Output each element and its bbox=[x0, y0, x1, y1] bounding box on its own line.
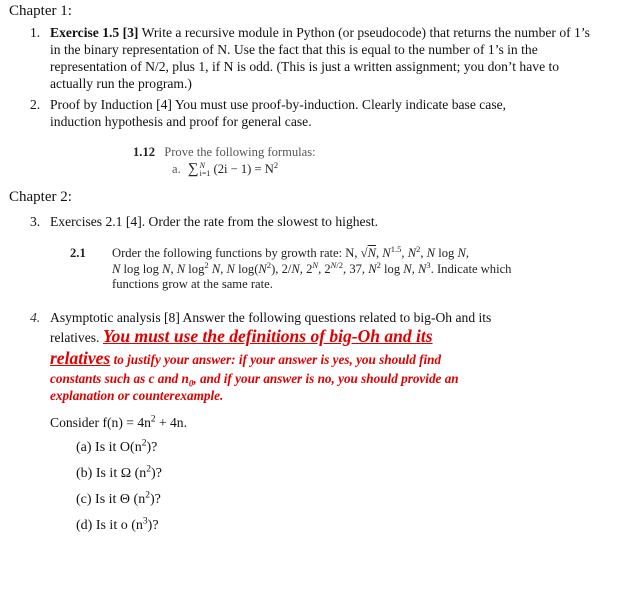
exercise-1-12-formula: a. ∑N i=1 $(2i - 1) = N^2$ bbox=[172, 159, 279, 179]
item-a-exp: 2 bbox=[141, 438, 147, 449]
question-4-red-big-2: relatives bbox=[50, 348, 111, 368]
question-2-number: 2. bbox=[30, 97, 41, 112]
question-4-item-c: (c) Is it Θ $(n^2)$? bbox=[76, 490, 161, 507]
item-b-text: (b) Is it Ω (n bbox=[76, 466, 147, 481]
exercise-2-1-line3: functions grow at the same rate. bbox=[112, 277, 273, 291]
chapter-1-heading: Chapter 1: bbox=[9, 3, 72, 19]
question-3-text: Exercises 2.1 [4]. Order the rate from the slowest to highest. bbox=[50, 214, 379, 229]
question-2 bbox=[30, 96, 550, 130]
question-4-item-b: (b) Is it Ω $(n^2)$? bbox=[76, 464, 162, 481]
question-1-text: Write a recursive module in Python (or pseudocode) that returns the number of 1’s in the binary representation of N. Use the fact that this is equal to the number of 1’s in the representation of N/2, plus 1, if N is odd. (This is just a written assignment; you don’t have to actually run the program.) bbox=[50, 25, 590, 91]
question-4-item-a: (a) Is it $O(n^2)$? bbox=[76, 438, 158, 455]
item-c-text: (c) Is it Θ (n bbox=[76, 492, 146, 507]
item-d-exp: 3 bbox=[142, 516, 148, 527]
question-4-item-d: (d) Is it o $(n^3)$? bbox=[76, 516, 159, 533]
question-3-number: 3. bbox=[30, 214, 41, 229]
question-4-red-big-1: You must use the definitions of big-Oh and its bbox=[102, 326, 433, 346]
question-1 bbox=[30, 24, 590, 92]
exercise-1-12-number: 1.12 bbox=[133, 145, 156, 159]
question-4-text-b: relatives. bbox=[50, 330, 100, 345]
question-3 bbox=[30, 213, 590, 230]
question-4-consider: Consider $f(n) = 4n^2 + 4n$. bbox=[50, 413, 188, 430]
question-4-red-small-1: to justify your answer: if your answer is yes, you should find bbox=[110, 352, 442, 367]
question-4-number: 4. bbox=[30, 310, 41, 325]
exercise-1-12-sub: a. bbox=[172, 162, 181, 176]
exercise-1-12-formula-text: (2i − 1) = N bbox=[213, 162, 274, 176]
exercise-2-1-line1: Order the following functions by growth rate: N, bbox=[112, 246, 358, 260]
question-4-red-small-3: explanation or counterexample. bbox=[50, 388, 224, 403]
question-1-number: 1. bbox=[30, 25, 41, 40]
exercise-1-12 bbox=[133, 145, 316, 161]
question-1-label: Exercise 1.5 [3] bbox=[50, 25, 139, 40]
question-4-text-a: Asymptotic analysis [8] Answer the following questions related to big-Oh and its bbox=[50, 310, 492, 325]
exercise-2-1: Order the following functions by growth rate: N, √N, $N^{1.5}$, $N^2$, N log N, N log log N, N $\log^2 N$, N $\log(N^2)$, 2/N, $2^N$, $2^{N/2}$, 37, $N^2$ log N, $N^3$. Indicate which functions grow at the same rate. bbox=[112, 246, 592, 293]
item-b-exp: 2 bbox=[146, 464, 152, 475]
exercise-2-1-number-wrap bbox=[70, 246, 86, 262]
exercise-2-1-number: 2.1 bbox=[70, 246, 86, 260]
item-a-text: (a) Is it O(n bbox=[76, 440, 142, 455]
chapter-2-heading: Chapter 2: bbox=[9, 189, 72, 205]
item-c-exp: 2 bbox=[145, 490, 150, 501]
question-4-consider-text: Consider f(n) = 4n bbox=[50, 415, 151, 430]
question-4-red-small-2b: , and if your answer is no, you should provide an bbox=[193, 371, 459, 386]
question-4-red-small-2a: constants such as c and n bbox=[50, 371, 189, 386]
item-d-text: (d) Is it o (n bbox=[76, 518, 143, 533]
exercise-2-1-line2-tail: . Indicate which bbox=[430, 261, 512, 276]
question-4: 4. Asymptotic analysis [8] Answer the following questions related to big-Oh and its relatives. You must use the definitions of big-Oh and its relatives to justify your answer: if your answer is yes, you should find constants such as c and $n_0$, and if your answer is no, you should provide an explanation or counterexample. bbox=[30, 309, 600, 404]
question-2-text: Proof by Induction [4] You must use proof-by-induction. Clearly indicate base case, induction hypothesis and proof for general case. bbox=[50, 97, 507, 129]
exercise-1-12-title: Prove the following formulas: bbox=[164, 145, 316, 159]
question-4-consider-tail: + 4n. bbox=[155, 415, 188, 430]
